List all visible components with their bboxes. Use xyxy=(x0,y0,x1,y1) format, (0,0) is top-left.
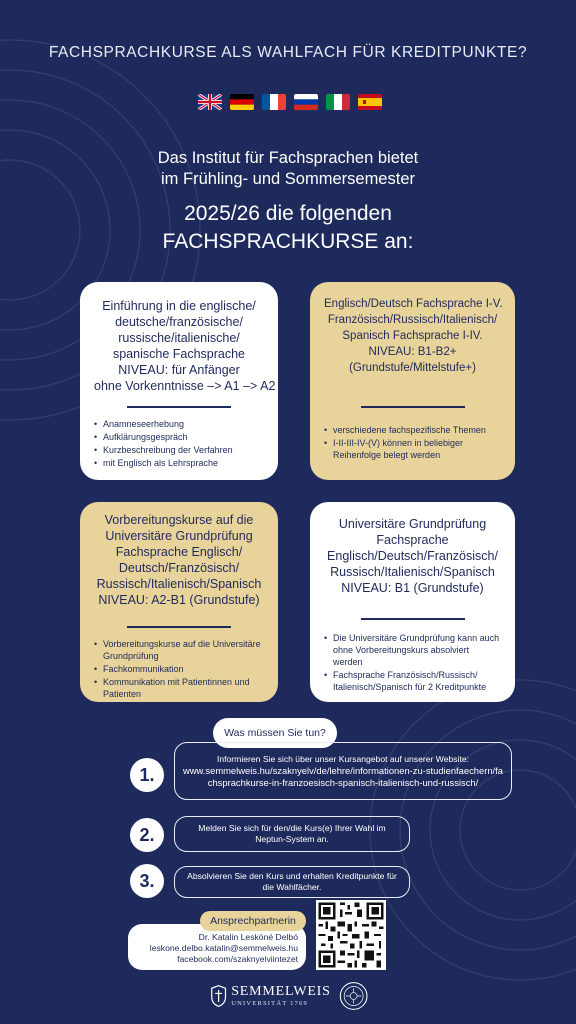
contact-facebook[interactable]: facebook.com/szaknyelviintezet xyxy=(177,954,298,964)
card-title-line: NIVEAU: B1-B2+ xyxy=(368,346,457,358)
card-title-line: Russisch/Italienisch/Spanisch xyxy=(96,577,262,591)
card-title-line: Einführung in die englische/ xyxy=(102,299,256,313)
card-divider xyxy=(127,406,231,408)
step-box-1 xyxy=(174,742,512,800)
list-item: • I-II-III-IV-(V) können in beliebiger Reihenfolge belegt werden xyxy=(324,437,501,461)
card-title-line: russische/italienische/ xyxy=(118,331,240,345)
website-link[interactable]: www.semmelweis.hu/szaknyelv/de/lehre/informationen-zu-studienfaechern/fachsprachkurse-in-franzoesisch-spanisch-italienisch-und-russisch/ xyxy=(183,765,503,788)
card-title-line: Universitäre Grundprüfung xyxy=(105,529,253,543)
card-title-line: spanische Fachsprache xyxy=(112,347,246,361)
step-number-3: 3. xyxy=(130,864,164,898)
course-card-preparation xyxy=(80,502,278,702)
contact-email[interactable]: leskone.delbo.katalin@semmelweis.hu xyxy=(149,943,298,953)
card-title-line: deutsche/französische/ xyxy=(115,315,243,329)
step-number-1: 1. xyxy=(130,758,164,792)
page-title: FACHSPRACHKURSE ALS WAHLFACH FÜR KREDITPUNKTE? xyxy=(48,44,528,61)
list-item: • Fachkommunikation xyxy=(94,663,264,675)
germany-flag-icon xyxy=(230,94,254,110)
step-3-text: Absolvieren Sie den Kurs und erhalten Kreditpunkte für die Wahlfächer. xyxy=(187,871,397,892)
card-title-line: Fachsprache Englisch/ xyxy=(115,545,243,559)
semmelweis-logo xyxy=(210,978,368,1014)
intro-line-1: Das Institut für Fachsprachen bietet xyxy=(157,149,419,167)
qr-code-icon[interactable] xyxy=(316,900,386,970)
step-2-text: Melden Sie sich für den/die Kurs(e) Ihrer Wahl im Neptun-System an. xyxy=(198,823,386,844)
card-bullets xyxy=(324,632,501,693)
card-bullets xyxy=(94,638,264,700)
italy-flag-icon xyxy=(326,94,350,110)
card-title-line: (Grundstufe/Mittelstufe+) xyxy=(349,362,476,374)
flag-row xyxy=(198,94,382,110)
logo-subtitle: UNIVERSITÄT 1769 xyxy=(231,999,308,1007)
card-divider xyxy=(361,406,465,408)
step-number-2: 2. xyxy=(130,818,164,852)
card-title xyxy=(94,512,264,608)
card-divider xyxy=(127,626,231,628)
list-item: • Fachsprache Französisch/Russisch/ Italienisch/Spanisch für 2 Kreditpunkte xyxy=(324,669,501,693)
step-1-text: Informieren Sie sich über unser Kursangebot auf unserer Website: xyxy=(216,754,470,764)
list-item: • Aufklärungsgespräch xyxy=(94,431,264,443)
headline xyxy=(60,200,516,256)
card-title-line: Englisch/Deutsch/Französisch/ xyxy=(327,549,498,563)
card-title-line: Fachsprache xyxy=(376,533,449,547)
card-title-line: Russisch/Italienisch/Spanisch xyxy=(330,565,495,579)
card-title-line: Französisch/Russisch/Italienisch/ xyxy=(327,314,498,326)
intro-text xyxy=(88,148,488,190)
card-bullets xyxy=(324,424,501,461)
uk-flag-icon xyxy=(198,94,222,110)
card-title-line: Englisch/Deutsch Fachsprache I-V. xyxy=(324,298,503,310)
list-item: • Vorbereitungskurse auf die Universitäre Grundprüfung xyxy=(94,638,264,662)
list-item: • verschiedene fachspezifische Themen xyxy=(324,424,501,436)
card-title-line: Universitäre Grundprüfung xyxy=(338,517,487,531)
list-item: • Anamneseerhebung xyxy=(94,418,264,430)
contact-label: Ansprechpartnerin xyxy=(200,911,306,931)
card-title-line: Vorbereitungskurse auf die xyxy=(104,513,254,527)
logo-name: SEMMELWEIS xyxy=(231,983,331,999)
card-divider xyxy=(361,618,465,620)
card-bullets xyxy=(94,418,264,469)
list-item: • Die Universitäre Grundprüfung kann auch ohne Vorbereitungskurs absolviert werden xyxy=(324,632,501,668)
card-title xyxy=(94,298,276,394)
card-title xyxy=(324,296,501,376)
card-title-line: ohne Vorkenntnisse –> A1 –> A2 xyxy=(94,379,276,393)
course-card-exam xyxy=(310,502,515,702)
course-card-beginner xyxy=(80,282,278,480)
intro-line-2: im Frühling- und Sommersemester xyxy=(161,170,415,188)
crest-icon xyxy=(210,983,227,1009)
course-card-fachsprache xyxy=(310,282,515,480)
card-title-line: Deutsch/Französisch/ xyxy=(118,561,240,575)
step-box-2 xyxy=(174,816,410,852)
headline-line-2: FACHSPRACHKURSE an: xyxy=(162,230,414,253)
headline-line-1: 2025/26 die folgenden xyxy=(184,202,392,225)
list-item: • Kommunikation mit Patientinnen und Patienten xyxy=(94,676,264,700)
card-title-line: NIVEAU: für Anfänger xyxy=(118,363,240,377)
step-box-3 xyxy=(174,866,410,898)
russia-flag-icon xyxy=(294,94,318,110)
card-title-line: NIVEAU: B1 (Grundstufe) xyxy=(341,581,484,595)
card-title xyxy=(324,516,501,596)
list-item: • mit Englisch als Lehrsprache xyxy=(94,457,264,469)
card-title-line: Spanisch Fachsprache I-IV. xyxy=(342,330,483,342)
steps-question: Was müssen Sie tun? xyxy=(213,718,337,748)
spain-flag-icon xyxy=(358,94,382,110)
list-item: • Kurzbeschreibung der Verfahren xyxy=(94,444,264,456)
card-title-line: NIVEAU: A2-B1 (Grundstufe) xyxy=(98,593,260,607)
france-flag-icon xyxy=(262,94,286,110)
seal-icon xyxy=(339,979,368,1013)
contact-name: Dr. Katalin Lesköné Delbó xyxy=(198,932,298,942)
